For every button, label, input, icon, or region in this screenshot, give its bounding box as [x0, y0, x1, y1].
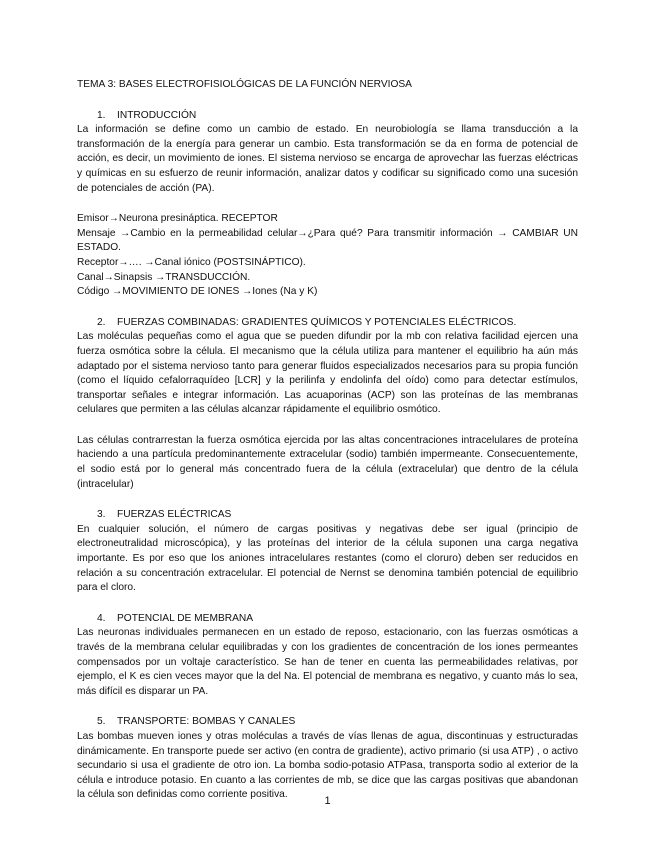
concept-line: Canal→Sinapsis →TRANSDUCCIÓN.: [77, 271, 251, 283]
document-title: TEMA 3: BASES ELECTROFISIOLÓGICAS DE LA FUNCIÓN NERVIOSA: [77, 79, 412, 90]
concept-line: Código →MOVIMIENTO DE IONES →Iones (Na y K): [77, 286, 318, 298]
section-number: 3.: [97, 509, 106, 521]
concept-line: Receptor→…. →Canal iónico (POSTSINÁPTICO).: [77, 256, 306, 268]
section-title: INTRODUCCIÓN: [117, 109, 197, 121]
paragraph: Las células contrarrestan la fuerza osmótica ejercida por las altas concentraciones intracelulares de proteína haciendo a una partícula predominantemente extracelular (sodio) también impermeante. Consecuentemente, el sodio está por lo general más concentrado fuera de la célula (extracelular) que dentro de la célula (intracelular): [77, 434, 578, 490]
concept-line: Emisor→Neurona presináptica. RECEPTOR: [77, 213, 278, 225]
section-title: FUERZAS COMBINADAS: GRADIENTES QUÍMICOS Y POTENCIALES ELÉCTRICOS.: [117, 316, 517, 328]
section-heading-transporte: [77, 715, 578, 730]
paragraph: Las bombas mueven iones y otras moléculas a través de vías llenas de agua, discontinuas y estructuradas dinámicamente. En transporte puede ser activo (en contra de gradiente), activo primario (si usa ATP) , o activo secundario si usa el gradiente de otro ion. La bomba sodio-potasio ATPasa, transporta sodio al exterior de la célula e introduce potasio. En cuanto a las corrientes de mb, se dice que las cargas positivas que abandonan la célula son definidas como corriente positiva.: [77, 730, 578, 801]
section-title: FUERZAS ELÉCTRICAS: [117, 509, 232, 521]
section-number: 5.: [97, 716, 106, 728]
section-heading-fuerzas-electricas: [77, 508, 578, 523]
paragraph: La información se define como un cambio de estado. En neurobiología se llama transducción a la transformación de la energía para generar un cambio. Esta transformación se da en forma de potencial de acción, es decir, un movimiento de iones. El sistema nervioso se encarga de aprovechar las fuerzas eléctricas y químicas en su esfuerzo de reunir información, analizar datos y codificar su significado como una sucesión de potenciales de acción (PA).: [77, 124, 578, 194]
paragraph: Las moléculas pequeñas como el agua que se pueden difundir por la mb con relativa facilidad ejercen una fuerza osmótica sobre la célula. El mecanismo que la célula utiliza para mantener el equilibrio ha aún más adaptado por el sistema nervioso tanto para generar fluidos especializados necesarios para su propia función (como el líquido cefalorraquídeo [LCR] y la perilinfa y endolinfa del oído) como para detectar estímulos, transportar señales e integrar información. Las acuaporinas (ACP) son las proteínas de las membranas celulares que permiten a las células alcanzar rápidamente el equilibrio osmótico.: [77, 331, 578, 416]
document-page: [77, 78, 578, 803]
concept-line: Mensaje →Cambio en la permeabilidad celular→¿Para qué? Para transmitir información → CAMBIAR UN ESTADO.: [77, 227, 578, 254]
paragraph: En cualquier solución, el número de cargas positivas y negativas debe ser igual (principio de electroneutralidad microscópica), y las proteínas del interior de la célula suponen una carga negativa importante. Es por eso que los aniones intracelulares restantes (como el cloruro) deben ser reducidos en relación a su concentración extracelular. El potencial de Nernst se denomina también potencial de equilibrio para el cloro.: [77, 523, 578, 594]
section-number: 2.: [97, 316, 106, 328]
section-number: 4.: [97, 612, 106, 624]
section-heading-introduccion: [77, 109, 578, 124]
paragraph: Las neuronas individuales permanecen en un estado de reposo, estacionario, con las fuerzas osmóticas a través de la membrana celular equilibradas y con los gradientes de concentración de los iones permeantes compensados por un voltaje característico. Se han de tener en cuenta las permeabilidades relativas, por ejemplo, el K es cien veces mayor que la del Na. El potencial de membrana es negativo, y cuanto más lo sea, más difícil es disparar un PA.: [77, 627, 578, 697]
concept-list: [77, 212, 578, 300]
section-title: TRANSPORTE: BOMBAS Y CANALES: [117, 716, 296, 728]
section-title: POTENCIAL DE MEMBRANA: [117, 612, 254, 624]
page-number: 1: [324, 795, 331, 807]
section-number: 1.: [97, 109, 106, 121]
section-heading-fuerzas-combinadas: [77, 316, 578, 331]
section-heading-potencial-de-membrana: [77, 612, 578, 627]
